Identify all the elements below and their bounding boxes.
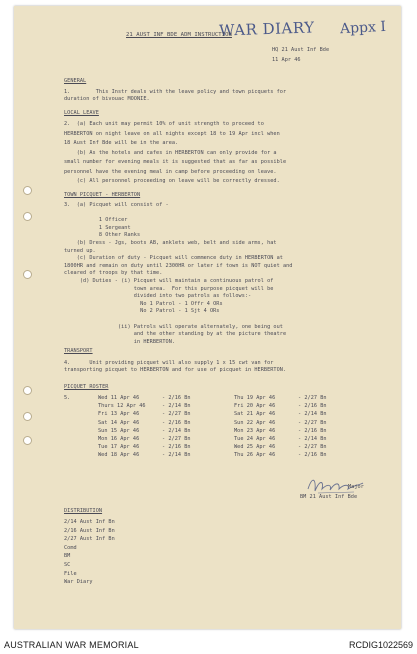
roster-unit: - 2/27 Bn [298, 395, 327, 401]
text-line: 1 Sergeant [64, 224, 131, 231]
roster-day: Fri 20 Apr 46 [234, 403, 276, 410]
roster-day: Wed 25 Apr 46 [234, 444, 276, 451]
text-line: (c) All personnel proceeding on leave will be correctly dressed. [64, 178, 280, 184]
roster-day: Sat 14 Apr 46 [98, 419, 140, 426]
roster-unit: - 2/16 Bn [162, 395, 191, 401]
roster-day: Tue 24 Apr 46 [234, 436, 276, 442]
punch-hole [23, 386, 32, 395]
roster-day: Sun 22 Apr 46 [234, 419, 276, 426]
text-line: personnel have the evening meal in camp before proceeding on leave. [64, 168, 277, 175]
roster-unit: - 2/27 Bn [298, 419, 327, 426]
text-line: in HERBERTON. [64, 338, 176, 345]
roster-unit: - 2/16 Bn [298, 427, 327, 434]
punch-hole [23, 412, 32, 421]
roster-day: Wed 18 Apr 46 [98, 452, 140, 459]
roster-day: Thu 26 Apr 46 [234, 452, 276, 459]
local-leave-heading: LOCAL LEAVE [64, 110, 99, 116]
roster-day: Tue 17 Apr 46 [98, 444, 140, 451]
roster-unit: - 2/14 Bn [162, 427, 191, 434]
general-para: 1. This Instr deals with the leave policy and town picquets for [64, 89, 287, 95]
text-line: 1800HR and remain on duty until 2300HR or later if town is NOT quiet and [64, 262, 293, 269]
text-line: 3. (a) Picquet will consist of - [64, 202, 169, 208]
text-line: HERBERTON on night leave on all nights except 18 to 19 Apr incl when [64, 130, 280, 137]
text-line: 8 Other Ranks [64, 232, 141, 239]
roster-day: Mon 23 Apr 46 [234, 427, 276, 434]
text-line: War Diary [64, 579, 93, 586]
punch-hole [23, 270, 32, 279]
roster-unit: - 2/16 Bn [298, 403, 327, 410]
text-line: (d) Duties - (i) Picquet will maintain a continuous patrol of [64, 278, 274, 284]
text-line: turned up. [64, 247, 96, 254]
roster-unit: - 2/14 Bn [298, 411, 327, 418]
footer-awm-label: AUSTRALIAN WAR MEMORIAL [4, 640, 139, 650]
text-line: 1 Officer [64, 217, 128, 224]
document-page [14, 6, 401, 629]
roster-day: Sat 21 Apr 46 [234, 411, 276, 418]
roster-unit: - 2/16 Bn [298, 452, 327, 459]
text-line: No 2 Patrol - 1 Sjt 4 ORs [64, 308, 220, 315]
text-line: (ii) Patrols will operate alternately, one being out [64, 323, 283, 330]
text-line: File [64, 570, 77, 577]
appendix-stamp: Appx I [339, 18, 387, 38]
text-line: small number for evening meals it is suggested that as far as possible [64, 159, 287, 165]
text-line: SC [64, 562, 71, 568]
roster-day: Thu 19 Apr 46 [234, 395, 276, 401]
roster-number: 5. [64, 395, 71, 401]
unit-line: 21 AUST INF BDE ADM INSTRUCTION [126, 32, 232, 38]
general-para: duration of bivouac MOONIE. [64, 96, 150, 102]
roster-unit: - 2/16 Bn [162, 444, 191, 451]
text-line: 2/27 Aust Inf Bn [64, 536, 115, 543]
punch-hole [23, 186, 32, 195]
date-line: 11 Apr 46 [272, 57, 301, 63]
text-line: cleared of troops by that time. [64, 270, 163, 277]
text-line: transporting picquet to HERBERTON and for use of picquet in HERBERTON. [64, 367, 287, 373]
text-line: 2/16 Aust Inf Bn [64, 527, 115, 534]
text-line: BM [64, 553, 71, 560]
roster-day: Wed 11 Apr 46 [98, 395, 140, 401]
text-line: (b) Dress - Jgs, boots AB, anklets web, belt and side arms, hat [64, 240, 277, 246]
picquet-roster-heading: PICQUET ROSTER [64, 384, 109, 390]
town-picquet-heading: TOWN PICQUET - HERBERTON [64, 192, 141, 198]
roster-unit: - 2/27 Bn [162, 436, 191, 442]
roster-day: Thurs 12 Apr 46 [98, 403, 146, 410]
text-line: town area. For this purpose picquet will be [64, 285, 274, 292]
text-line: 4. Unit providing picquet will also supply 1 x 15 cwt van for [64, 360, 274, 366]
text-line: 2. (a) Each unit may permit 10% of unit strength to proceed to [64, 121, 264, 127]
signature-title: BM 21 Aust Inf Bde [300, 494, 358, 500]
war-diary-stamp: WAR DIARY [218, 18, 315, 40]
text-line: divided into two patrols as follows:- [64, 293, 252, 300]
distribution-heading: DISTRIBUTION [64, 508, 103, 514]
text-line: No 1 Patrol - 1 Offr 4 ORs [64, 300, 223, 307]
text-line: 2/14 Aust Inf Bn [64, 519, 115, 525]
roster-day: Sun 15 Apr 46 [98, 427, 140, 434]
roster-unit: - 2/27 Bn [162, 411, 191, 418]
roster-unit: - 2/14 Bn [298, 436, 327, 442]
text-line: (c) Duration of duty - Picquet will commence duty in HERBERTON at [64, 255, 283, 262]
punch-hole [23, 436, 32, 445]
roster-day: Fri 13 Apr 46 [98, 411, 140, 418]
text-line: (b) As the hotels and cafes in HERBERTON can only provide for a [64, 149, 277, 156]
roster-unit: - 2/14 Bn [162, 452, 191, 459]
text-line: 18 Aust Inf Bde will be in the area. [64, 140, 179, 146]
signature-rank: Major [348, 484, 364, 490]
text-line: Comd [64, 544, 77, 551]
general-heading: GENERAL [64, 78, 87, 84]
hq-line: HQ 21 Aust Inf Bde [272, 47, 330, 53]
roster-unit: - 2/27 Bn [298, 444, 327, 451]
text-line: and the other standing by at the picture theatre [64, 331, 287, 338]
roster-day: Mon 16 Apr 46 [98, 436, 140, 442]
punch-hole [23, 212, 32, 221]
roster-unit: - 2/16 Bn [162, 419, 191, 426]
footer-reference: RCDIG1022569 [348, 640, 413, 650]
transport-heading: TRANSPORT [64, 348, 93, 354]
roster-unit: - 2/14 Bn [162, 403, 191, 410]
